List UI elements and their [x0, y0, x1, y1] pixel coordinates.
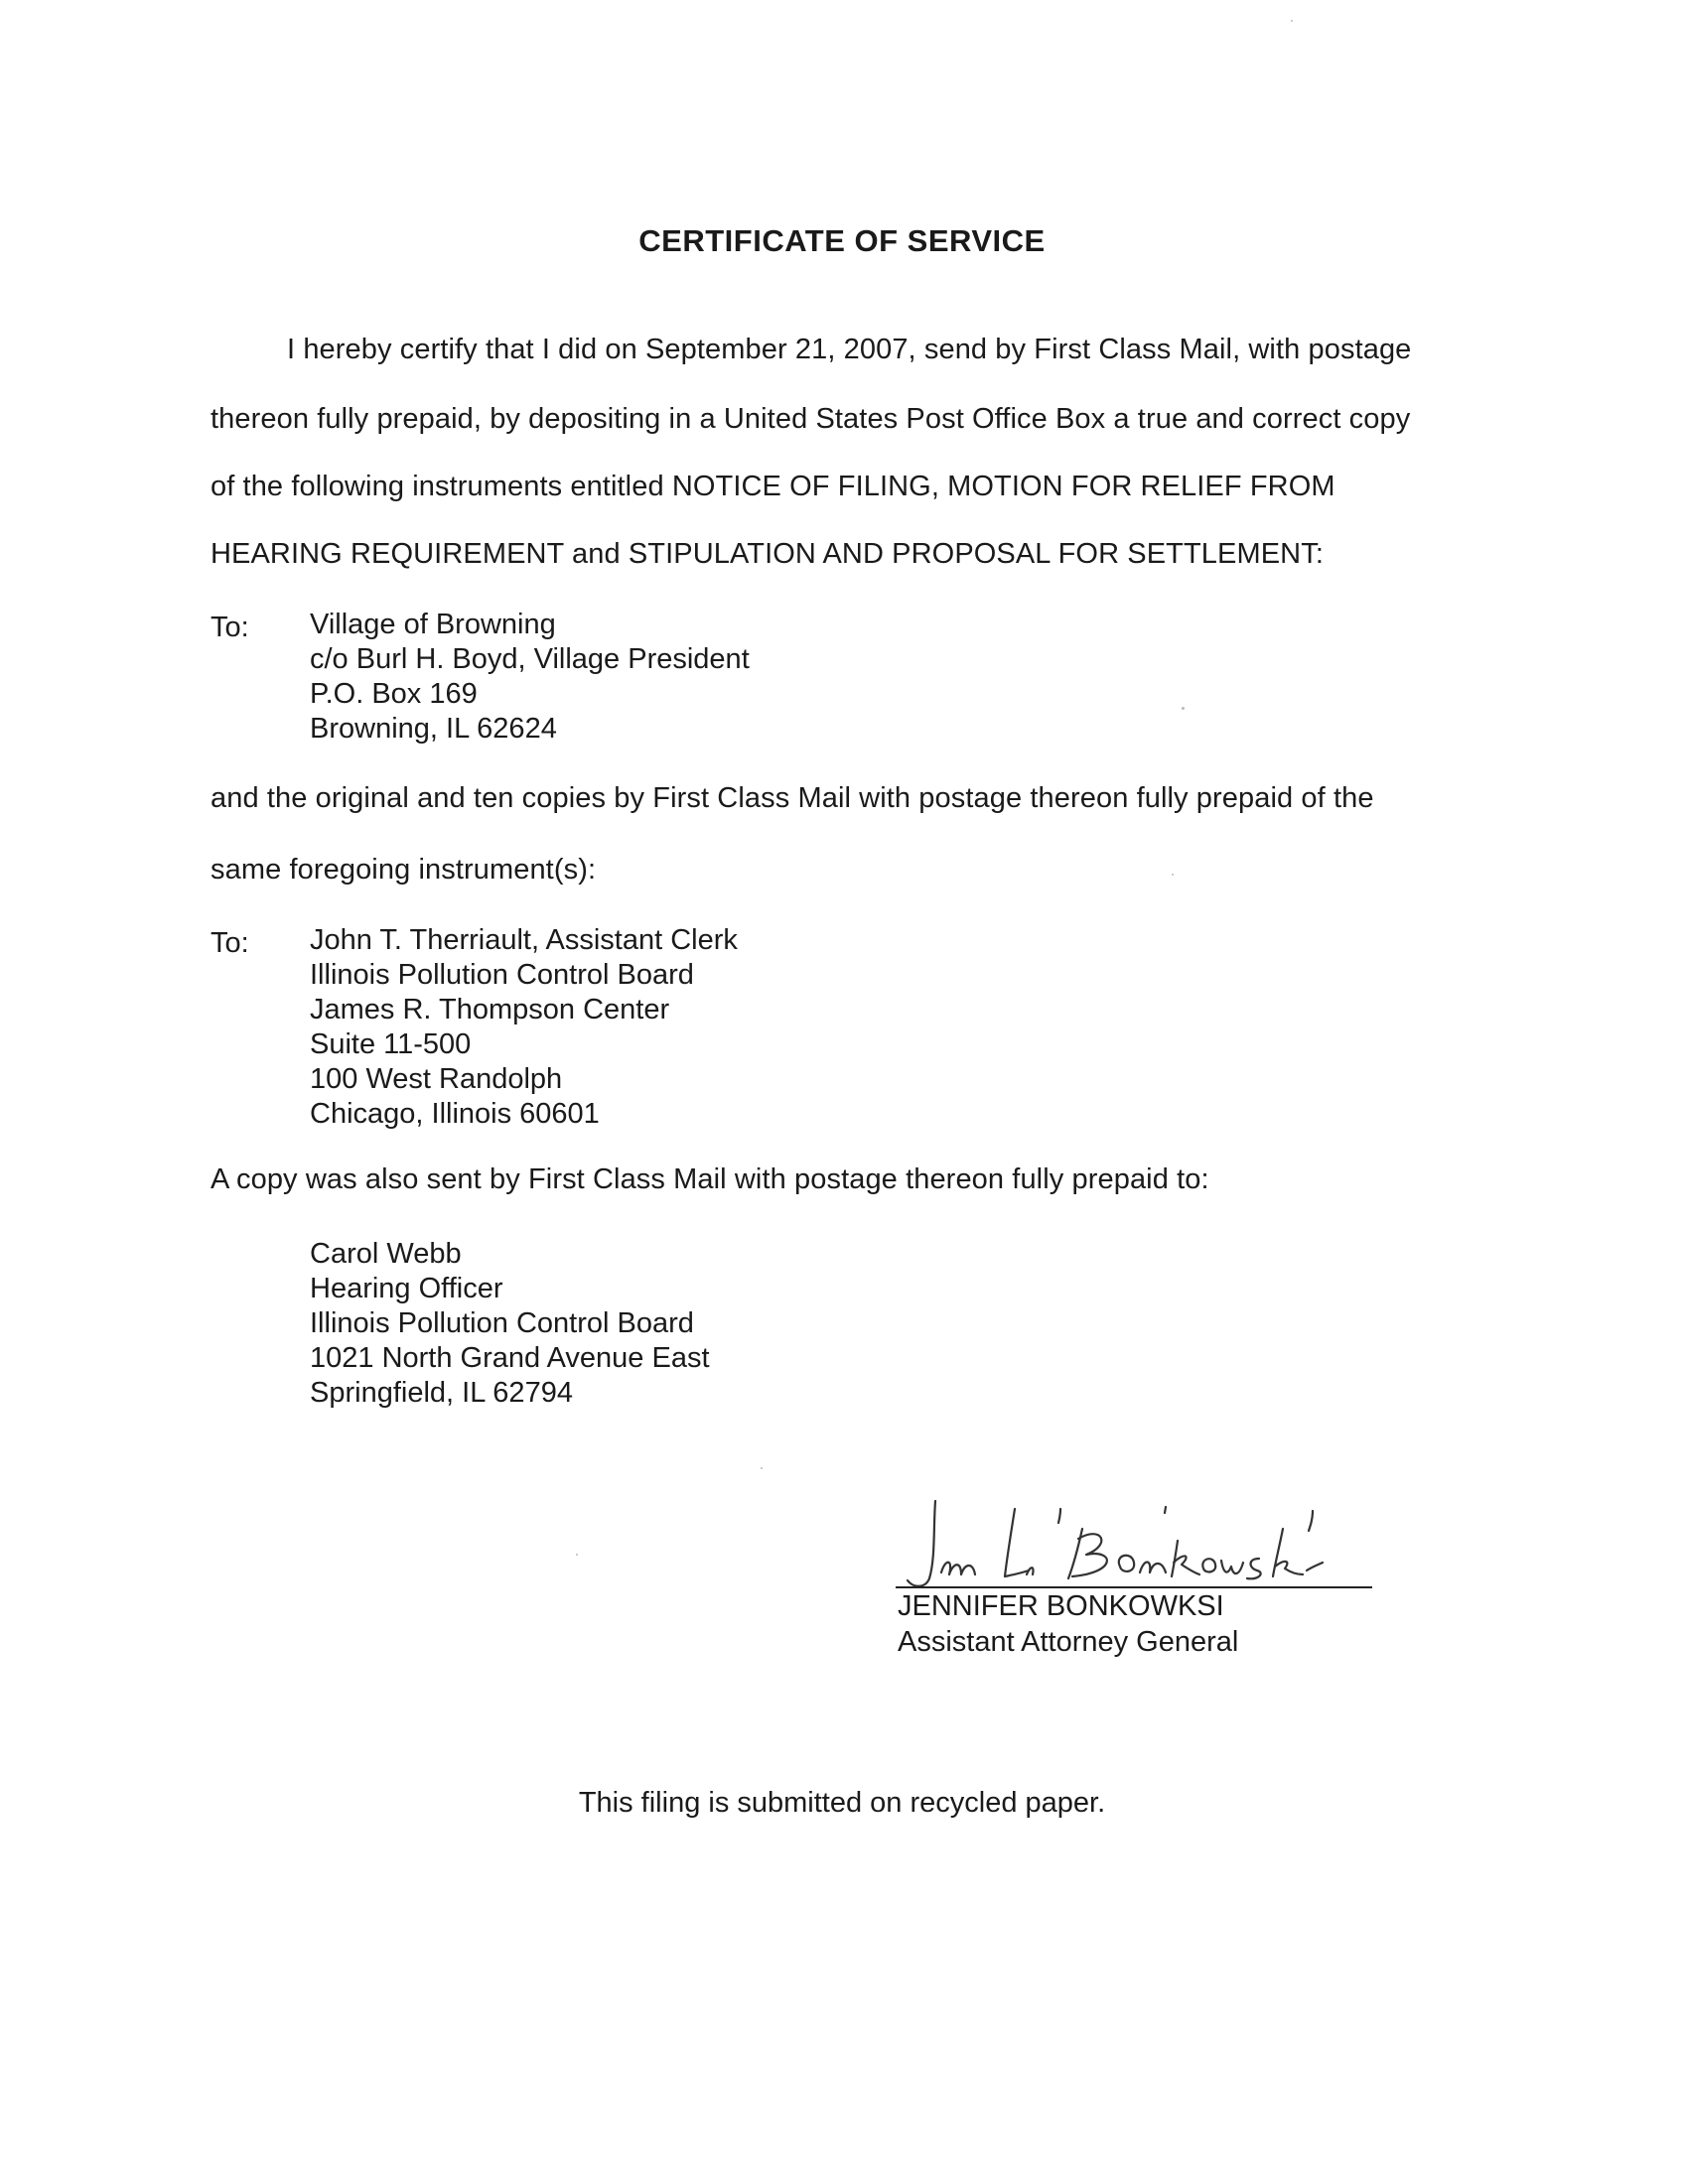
- address-line: John T. Therriault, Assistant Clerk: [310, 924, 738, 956]
- paragraph1-line: of the following instruments entitled NOTICE OF FILING, MOTION FOR RELIEF FROM: [210, 471, 1335, 502]
- address-line: James R. Thompson Center: [310, 994, 670, 1025]
- scan-speck: [1172, 874, 1174, 876]
- paragraph3-line: A copy was also sent by First Class Mail with postage thereon fully prepaid to:: [210, 1163, 1209, 1195]
- paragraph1-line: HEARING REQUIREMENT and STIPULATION AND PROPOSAL FOR SETTLEMENT:: [210, 538, 1324, 570]
- footer-note: This filing is submitted on recycled paper.: [578, 1787, 1106, 1819]
- recipient1-address: [310, 608, 750, 747]
- address-line: Carol Webb: [310, 1238, 462, 1270]
- to-label: To:: [210, 612, 249, 643]
- recipient2-address: [310, 923, 738, 1132]
- paragraph1-line: thereon fully prepaid, by depositing in a United States Post Office Box a true and correct copy: [210, 403, 1411, 435]
- scan-speck: [1291, 20, 1293, 22]
- address-line: 100 West Randolph: [310, 1063, 563, 1095]
- address-line: Illinois Pollution Control Board: [310, 959, 694, 991]
- document-title: [0, 223, 1684, 259]
- recipient3-address: [310, 1237, 710, 1411]
- signer-title: Assistant Attorney General: [898, 1626, 1239, 1658]
- address-line: Chicago, Illinois 60601: [310, 1098, 600, 1130]
- paragraph2-line: and the original and ten copies by First Class Mail with postage thereon fully prepaid of the: [210, 782, 1374, 814]
- scan-speck: [1182, 707, 1185, 710]
- signature-line: [896, 1586, 1372, 1588]
- address-line: Hearing Officer: [310, 1273, 503, 1304]
- address-line: Springfield, IL 62794: [310, 1377, 573, 1409]
- address-line: c/o Burl H. Boyd, Village President: [310, 643, 750, 675]
- paragraph1-line: I hereby certify that I did on September 21, 2007, send by First Class Mail, with postage: [287, 334, 1412, 365]
- scan-speck: [576, 1554, 578, 1556]
- to-label: To:: [210, 927, 249, 959]
- address-line: P.O. Box 169: [310, 678, 478, 710]
- address-line: Browning, IL 62624: [310, 713, 557, 745]
- address-line: Suite 11-500: [310, 1028, 472, 1060]
- scan-speck: [761, 1467, 763, 1469]
- handwritten-signature: [884, 1489, 1400, 1598]
- signature-block: [884, 1489, 1400, 1688]
- title-text: CERTIFICATE OF SERVICE: [638, 223, 1046, 258]
- address-line: Village of Browning: [310, 609, 556, 640]
- address-line: 1021 North Grand Avenue East: [310, 1342, 710, 1374]
- paragraph2-line: same foregoing instrument(s):: [210, 854, 597, 886]
- address-line: Illinois Pollution Control Board: [310, 1307, 694, 1339]
- signer-name: JENNIFER BONKOWKSI: [898, 1590, 1224, 1622]
